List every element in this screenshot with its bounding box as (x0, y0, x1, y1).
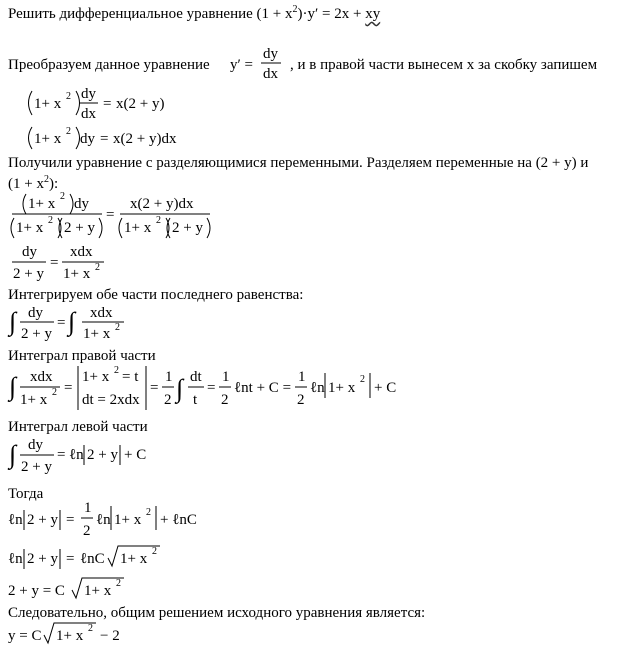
f1-dy: dy (81, 86, 96, 102)
paren-l2 (29, 127, 33, 149)
f7-abs-content: 2 + y (87, 447, 118, 463)
f6-sub1: 1+ x (82, 369, 110, 385)
f3-p4l (119, 218, 122, 238)
f3-num-exp: 2 (60, 191, 65, 202)
f6-sub2: dt = 2xdx (82, 392, 140, 408)
formula-line-10 (8, 578, 124, 599)
p2-b-end: ): (48, 176, 59, 192)
formula-line-3 (11, 191, 210, 238)
f6-abs-content: 1+ x (328, 380, 356, 396)
f9-eq: = (66, 551, 75, 567)
p2-a: Получили уравнение с разделяющимися переменными. Разделяем переменные на (2 + y) и (8, 155, 589, 171)
f11-minus2: − 2 (100, 628, 120, 644)
f6-den-exp: 2 (52, 387, 57, 398)
f3-den-r-exp: 2 (156, 215, 161, 226)
f7-int: ∫ (9, 440, 17, 469)
p5: Интеграл левой части (8, 419, 148, 435)
f3-p5r (207, 218, 210, 238)
f1-exp: 2 (66, 91, 71, 102)
f1-rhs: x(2 + y) (116, 96, 165, 112)
f8-half-d: 2 (83, 523, 91, 539)
title-mid: )·y′ = 2x + (297, 6, 366, 22)
paren-l (29, 91, 33, 115)
f5-int2: ∫ (68, 307, 76, 336)
yprime-dx: dx (263, 66, 278, 82)
formula-line-5 (7, 305, 124, 342)
f5-den: 1+ x (83, 326, 111, 342)
formula-line-2 (29, 126, 177, 149)
formula-line-8 (8, 500, 197, 539)
f3-eq: = (106, 207, 115, 223)
formula-line-9 (8, 546, 160, 569)
formula-final (8, 623, 120, 644)
f9-abs: 2 + y (27, 551, 58, 567)
f9-ln: ℓn (8, 551, 23, 567)
f6-xdx: xdx (30, 369, 53, 385)
f7-eq: = (57, 447, 66, 463)
f6-half2-d: 2 (221, 392, 229, 408)
f1-1plusx: 1+ x (34, 96, 62, 112)
f8-ln2: ℓn (96, 512, 111, 528)
f4-den-exp: 2 (95, 262, 100, 273)
f6-t: t (193, 392, 198, 408)
f6-eq1: = (64, 380, 73, 396)
f6-half3-d: 2 (297, 392, 305, 408)
f4-dy: dy (22, 244, 37, 260)
f3-den-r-2plusy: 2 + y (172, 220, 203, 236)
f6-half3-n: 1 (298, 369, 306, 385)
f6-eq2: = (150, 380, 159, 396)
f6-int: ∫ (9, 372, 17, 401)
f11-lhs: y = C (8, 628, 42, 644)
f9-rad: 1+ x (120, 551, 148, 567)
formula-line-7 (7, 437, 146, 475)
f8-abs1: 2 + y (27, 512, 58, 528)
paren-r (76, 91, 80, 115)
f6-sub1-end: = t (122, 369, 139, 385)
f6-abs-exp: 2 (360, 374, 365, 385)
f5-2plusy: 2 + y (21, 326, 52, 342)
f1-dx: dx (81, 106, 96, 122)
p3: Интегрируем обе части последнего равенства: (8, 287, 304, 303)
f6-dt: dt (190, 369, 202, 385)
f8-ln1: ℓn (8, 512, 23, 528)
f3-num-r: x(2 + y)dx (130, 196, 194, 212)
f6-half-d: 2 (164, 392, 172, 408)
f5-xdx: xdx (90, 305, 113, 321)
p4: Интеграл правой части (8, 348, 156, 364)
f4-den: 1+ x (63, 266, 91, 282)
f8-eq: = (66, 512, 75, 528)
f2-rhs: x(2 + y)dx (113, 131, 177, 147)
f6-ln: ℓn (310, 380, 325, 396)
p7: Следовательно, общим решением исходного уравнения является: (8, 605, 426, 621)
title-exp: 2 (292, 4, 298, 15)
f6-lnt: ℓnt + C = (234, 380, 292, 396)
f2-1plusx: 1+ x (34, 131, 62, 147)
f2-eq: = (100, 131, 109, 147)
f11-rad-exp: 2 (88, 623, 93, 634)
f3-den-2plusy: 2 + y (64, 220, 95, 236)
f3-num-dy: dy (74, 196, 89, 212)
f5-int1: ∫ (9, 307, 17, 336)
f4-2plusy: 2 + y (13, 266, 44, 282)
paren-r2 (76, 127, 80, 149)
f7-plusc: + C (124, 447, 147, 463)
f8-abs2-exp: 2 (146, 507, 151, 518)
f7-ln: ℓn (69, 447, 84, 463)
yprime-label: y′ = (230, 57, 253, 73)
f10-rad-exp: 2 (116, 578, 121, 589)
f8-abs2: 1+ x (114, 512, 142, 528)
p6: Тогда (8, 486, 44, 502)
formula-line-4 (12, 244, 104, 282)
f6-plusc: + C (374, 380, 397, 396)
p2-b: (1 + x (8, 176, 44, 192)
f6-int2: ∫ (176, 374, 184, 403)
formula-yprime (230, 46, 281, 82)
f3-num-1plusx: 1+ x (28, 196, 56, 212)
f8-plus-lnc: + ℓnC (160, 512, 197, 528)
f7-2plusy: 2 + y (21, 459, 52, 475)
formula-line-6 (7, 365, 396, 410)
f11-rad: 1+ x (56, 628, 84, 644)
p1-a: Преобразуем данное уравнение (8, 57, 210, 73)
f10-rad: 1+ x (84, 583, 112, 599)
f3-p1l (23, 194, 26, 214)
f5-eq: = (57, 315, 66, 331)
f6-eq3: = (207, 380, 216, 396)
f3-p2l (11, 218, 14, 238)
f2-dy: dy (80, 131, 95, 147)
f6-den: 1+ x (20, 392, 48, 408)
f3-den-exp: 2 (48, 215, 53, 226)
p1-b: , и в правой части вынесем x за скобку запишем (290, 57, 598, 73)
f3-p3r (99, 218, 102, 238)
f7-dy: dy (28, 437, 43, 453)
f5-den-exp: 2 (115, 322, 120, 333)
title-prefix: Решить дифференциальное уравнение (1 + x (8, 6, 293, 22)
f3-den-r-1plusx: 1+ x (124, 220, 152, 236)
f4-eq: = (50, 255, 59, 271)
f3-p1r (70, 194, 73, 214)
f9-rad-exp: 2 (152, 546, 157, 557)
f8-half-n: 1 (84, 500, 92, 516)
f2-exp: 2 (66, 126, 71, 137)
f6-half-n: 1 (165, 369, 173, 385)
f10-lhs: 2 + y = C (8, 583, 65, 599)
f9-lnc: ℓnC (80, 551, 105, 567)
f3-den-1plusx: 1+ x (16, 220, 44, 236)
title-tail: xy (365, 6, 381, 22)
p2-b-exp: 2 (43, 174, 49, 185)
yprime-dy: dy (263, 46, 278, 62)
f6-half2-n: 1 (222, 369, 230, 385)
f6-sub1-exp: 2 (114, 365, 119, 376)
f5-dy: dy (28, 305, 43, 321)
formula-line-1 (29, 86, 165, 122)
f4-xdx: xdx (70, 244, 93, 260)
f1-eq: = (103, 96, 112, 112)
